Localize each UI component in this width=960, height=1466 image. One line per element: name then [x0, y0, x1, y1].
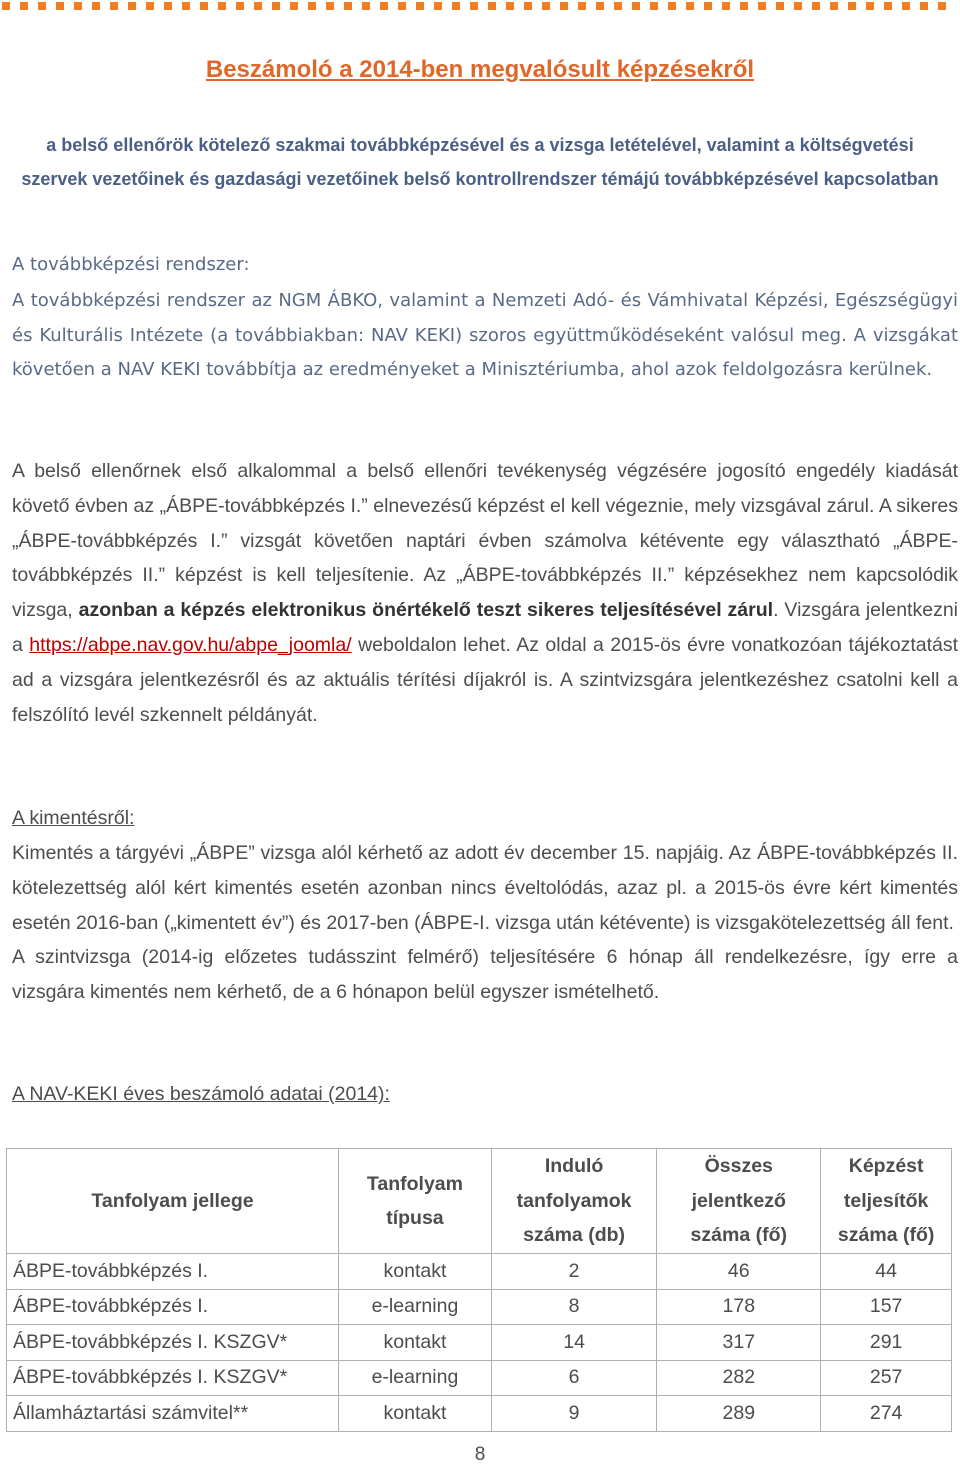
border-dot: [236, 2, 244, 10]
table-cell: ÁBPE-továbbképzés I. KSZGV*: [7, 1325, 339, 1361]
column-header: Tanfolyam típusa: [338, 1149, 491, 1254]
table-header-row: [7, 1149, 952, 1254]
page-number: 8: [474, 1444, 486, 1465]
table-cell: 9: [491, 1396, 656, 1432]
border-dot: [848, 2, 856, 10]
table-cell: ÁBPE-továbbképzés I.: [7, 1254, 339, 1290]
table-row: [7, 1289, 952, 1325]
border-dot: [866, 2, 874, 10]
column-header: Induló tanfolyamok száma (db): [491, 1149, 656, 1254]
border-dot: [326, 2, 334, 10]
section-heading-report-data: A NAV-KEKI éves beszámoló adatai (2014):: [12, 1083, 390, 1105]
border-dot: [740, 2, 748, 10]
border-dot: [794, 2, 802, 10]
table-cell: 8: [491, 1289, 656, 1325]
text-segment: A belső ellenőrnek első alkalommal a belső ellenőri tevékenység végzésére jogosító engedély kiadását követő évben az „ÁBPE-továbbképzés I.” elnevezésű képzést el kell végeznie, mely vizsgával zárul. A sikeres „ÁBPE-továbbképzés I.” vizsgát követően naptári évben számolva kétévente egy választható „ÁBPE-továbbképzés II.” képzést is kell teljesítenie. Az „ÁBPE-továbbképzés II.” képzésekhez nem kapcsolódik vizsga,: [12, 460, 958, 622]
border-dot: [884, 2, 892, 10]
border-dot: [38, 2, 46, 10]
column-header: Képzést teljesítők száma (fő): [821, 1149, 952, 1254]
table-cell: e-learning: [338, 1360, 491, 1396]
table-cell: ÁBPE-továbbképzés I.: [7, 1289, 339, 1325]
border-dot: [110, 2, 118, 10]
paragraph-internal-auditor: [12, 454, 958, 732]
border-dot: [470, 2, 478, 10]
registration-link[interactable]: https://abpe.nav.gov.hu/abpe_joomla/: [29, 633, 352, 656]
table-cell: 2: [491, 1254, 656, 1290]
border-dot: [290, 2, 298, 10]
table-cell: 6: [491, 1360, 656, 1396]
border-dot: [182, 2, 190, 10]
border-dot: [164, 2, 172, 10]
table-cell: 317: [657, 1325, 821, 1361]
table-cell: 178: [657, 1289, 821, 1325]
table-row: [7, 1360, 952, 1396]
border-dot: [146, 2, 154, 10]
bold-text: azonban a képzés elektronikus önértékelő teszt sikeres teljesítésével zárul: [78, 599, 774, 622]
column-header: Összes jelentkező száma (fő): [657, 1149, 821, 1254]
border-dot: [362, 2, 370, 10]
table-cell: e-learning: [338, 1289, 491, 1325]
border-dot: [704, 2, 712, 10]
table-cell: ÁBPE-továbbképzés I. KSZGV*: [7, 1360, 339, 1396]
table-row: [7, 1325, 952, 1361]
border-dot: [632, 2, 640, 10]
section-heading-exemption: A kimentésről:: [12, 807, 135, 829]
border-dot: [506, 2, 514, 10]
table-cell: Államháztartási számvitel**: [7, 1396, 339, 1432]
border-dot: [524, 2, 532, 10]
border-dot: [56, 2, 64, 10]
border-dot: [614, 2, 622, 10]
border-dot: [344, 2, 352, 10]
section-heading-training-system: A továbbképzési rendszer:: [12, 254, 250, 275]
table-cell: kontakt: [338, 1396, 491, 1432]
text-segment: weboldalon lehet. Az oldal a 2015-ös évre vonatkozóan tájékoztatást ad a vizsgára jelentkezésről és az aktuális térítési díjakról is. A szintvizsgára jelentkezéshez csatolni kell a felszólító levél szkennelt példányát.: [12, 633, 959, 726]
border-dot: [434, 2, 442, 10]
table-cell: kontakt: [338, 1325, 491, 1361]
decorative-top-border: [0, 2, 960, 14]
border-dot: [938, 2, 946, 10]
table-cell: 157: [821, 1289, 952, 1325]
border-dot: [452, 2, 460, 10]
border-dot: [758, 2, 766, 10]
table-row: [7, 1396, 952, 1432]
border-dot: [416, 2, 424, 10]
border-dot: [200, 2, 208, 10]
table-cell: 274: [821, 1396, 952, 1432]
border-dot: [650, 2, 658, 10]
border-dot: [308, 2, 316, 10]
border-dot: [398, 2, 406, 10]
exemption-block: [12, 836, 958, 1010]
table-cell: 44: [821, 1254, 952, 1290]
page-subtitle: a belső ellenőrök kötelező szakmai továbbképzésével és a vizsga letételével, valamint a költségvetési szervek vezetőinek és gazdasági vezetőinek belső kontrollrendszer témájú továbbképzésével kapcsolatban: [21, 135, 939, 189]
page-title: Beszámoló a 2014-ben megvalósult képzésekről: [205, 56, 755, 83]
border-dot: [776, 2, 784, 10]
border-dot: [20, 2, 28, 10]
border-dot: [722, 2, 730, 10]
border-dot: [542, 2, 550, 10]
paragraph-exemption-1: Kimentés a tárgyévi „ÁBPE” vizsga alól kérhető az adott év december 15. napjáig. Az ÁBPE-továbbképzés II. kötelezettség alól kért kimentés esetén azonban nincs éveltolódás, azaz pl. a 2015-ös évre kért kimentés esetén 2016-ban („kimentett év”) és 2017-ben (ÁBPE-I. vizsga után kétévente) is vizsgakötelezettség áll fent.: [12, 842, 958, 934]
paragraph-training-system: A továbbképzési rendszer az NGM ÁBKO, valamint a Nemzeti Adó- és Vámhivatal Képzési, Egészségügyi és Kulturális Intézete (a továbbiakban: NAV KEKI) szoros együttműködéseként valósul meg. A vizsgákat követően a NAV KEKI továbbítja az eredményeket a Minisztériumba, ahol azok feldolgozásra kerülnek.: [12, 290, 958, 380]
border-dot: [488, 2, 496, 10]
border-dot: [686, 2, 694, 10]
table-row: [7, 1254, 952, 1290]
table-cell: 291: [821, 1325, 952, 1361]
table-cell: 289: [657, 1396, 821, 1432]
table-cell: kontakt: [338, 1254, 491, 1290]
paragraph-exemption-2: A szintvizsga (2014-ig előzetes tudásszint felmérő) teljesítésére 6 hónap áll rendelkezésre, így erre a vizsgára kimentés nem kérhető, de a 6 hónapon belül egyszer ismételhető.: [12, 946, 958, 1004]
table-cell: 282: [657, 1360, 821, 1396]
border-dot: [380, 2, 388, 10]
border-dot: [668, 2, 676, 10]
table-cell: 46: [657, 1254, 821, 1290]
table-cell: 14: [491, 1325, 656, 1361]
border-dot: [560, 2, 568, 10]
column-header: Tanfolyam jellege: [7, 1149, 339, 1254]
border-dot: [128, 2, 136, 10]
border-dot: [578, 2, 586, 10]
table-cell: 257: [821, 1360, 952, 1396]
border-dot: [830, 2, 838, 10]
border-dot: [254, 2, 262, 10]
text-segment: . Vizsgára jelentkezni a: [12, 599, 958, 656]
border-dot: [902, 2, 910, 10]
border-dot: [92, 2, 100, 10]
border-dot: [74, 2, 82, 10]
border-dot: [920, 2, 928, 10]
border-dot: [2, 2, 10, 10]
training-data-table: [6, 1148, 952, 1432]
border-dot: [596, 2, 604, 10]
border-dot: [272, 2, 280, 10]
border-dot: [218, 2, 226, 10]
border-dot: [812, 2, 820, 10]
